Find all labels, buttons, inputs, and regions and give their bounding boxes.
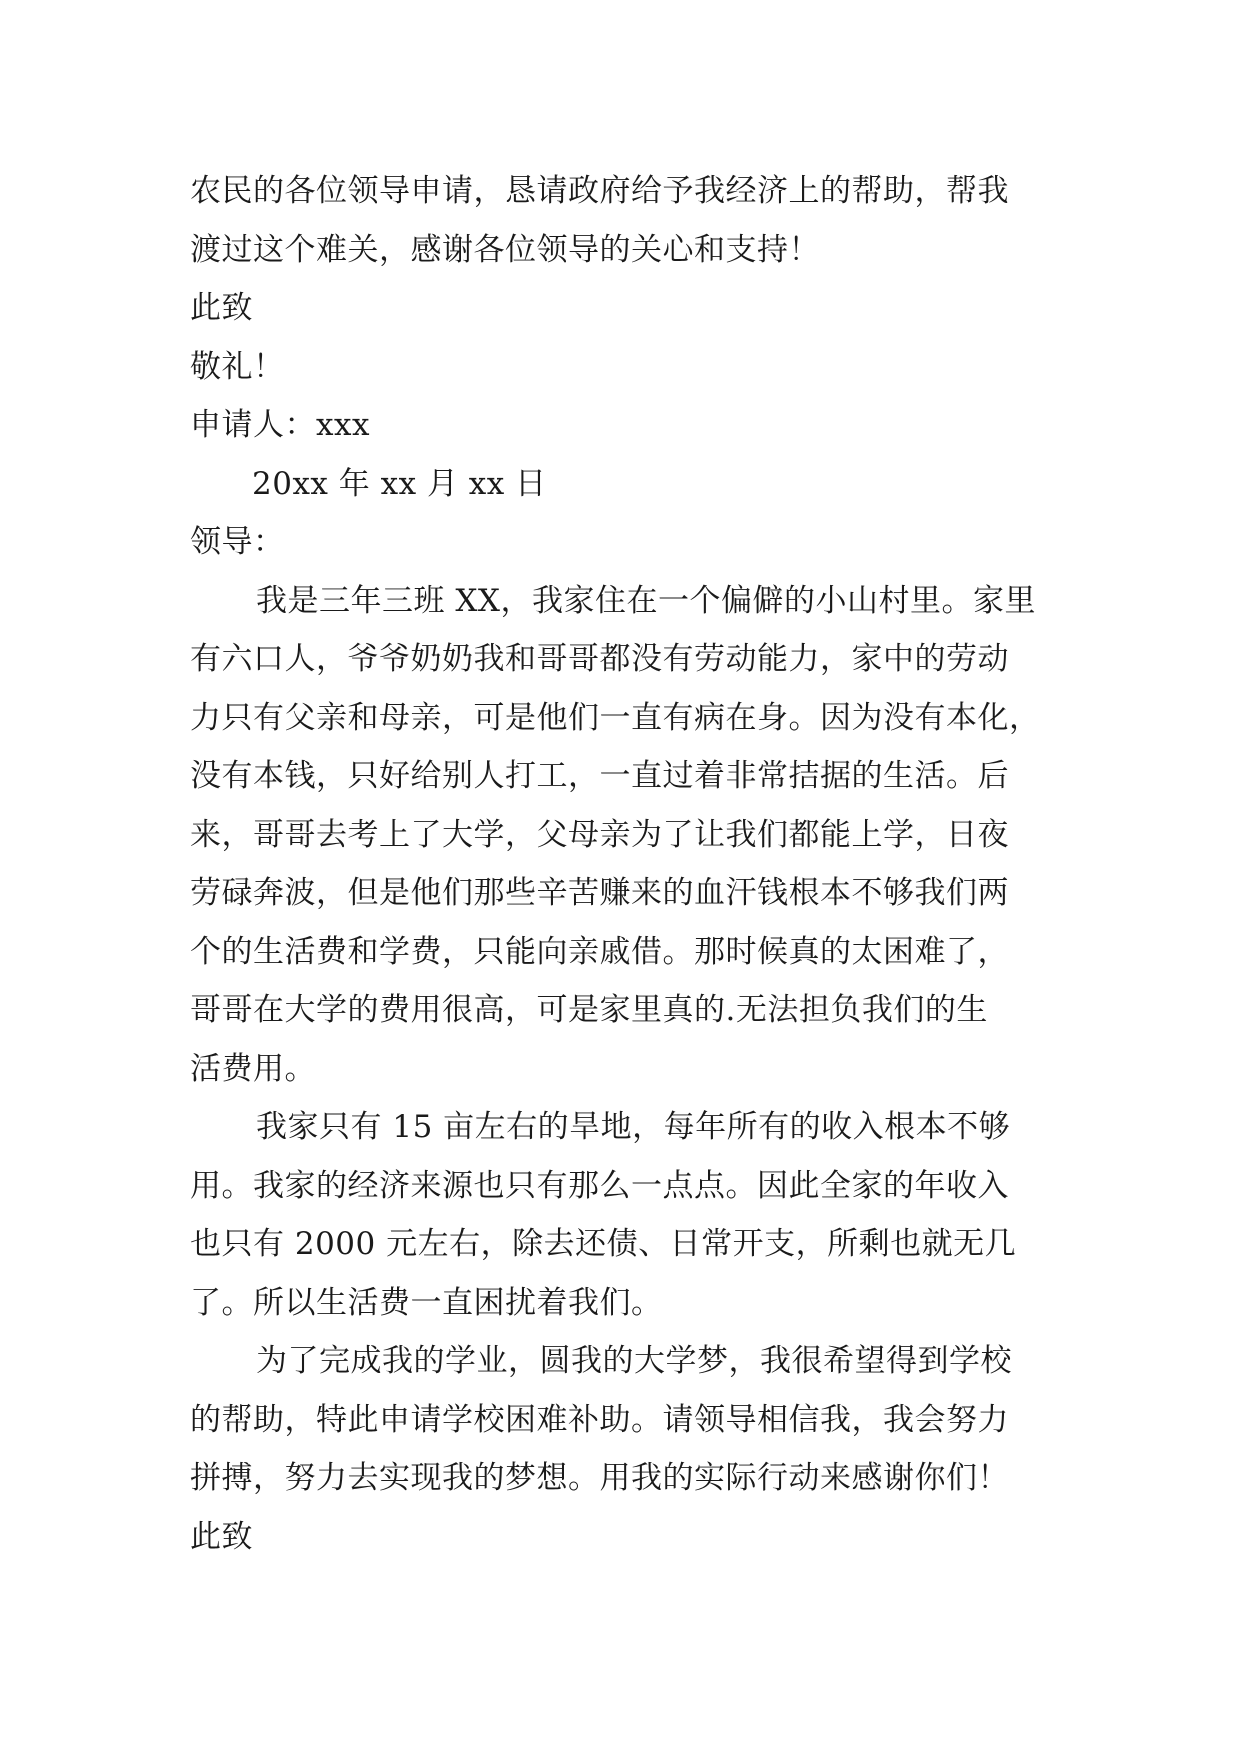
closing-line: 此致 [190,290,253,326]
text-line: 了。所以生活费一直困扰着我们。 [190,1284,663,1321]
text-line: 活费用。 [190,1050,316,1087]
text-line: 哥哥在大学的费用很高，可是家里真的.无法担负我们的生 [190,992,988,1028]
text-line: 劳碌奔波，但是他们那些辛苦赚来的血汗钱根本不够我们两 [190,875,1009,911]
salutation-line: 敬礼！ [190,348,285,385]
text-line: 有六口人，爷爷奶奶我和哥哥都没有劳动能力，家中的劳动 [190,641,1009,677]
text-line: 用。我家的经济来源也只有那么一点点。因此全家的年收入 [190,1167,1009,1204]
text-line: 拼搏，努力去实现我的梦想。用我的实际行动来感谢你们！ [190,1460,1009,1496]
text-line: 个的生活费和学费，只能向亲戚借。那时候真的太困难了， [190,933,1009,970]
date-line: 20xx 年 xx 月 xx 日 [252,465,547,502]
paragraph-first-line: 为了完成我的学业，圆我的大学梦，我很希望得到学校 [256,1343,1012,1379]
text-line: 农民的各位领导申请，恳请政府给予我经济上的帮助，帮我 [190,173,1009,209]
text-line: 的帮助，特此申请学校困难补助。请领导相信我，我会努力 [190,1401,1009,1438]
text-line: 力只有父亲和母亲，可是他们一直有病在身。因为没有本化， [190,699,1041,736]
text-line: 渡过这个难关，感谢各位领导的关心和支持！ [190,231,820,268]
applicant-line: 申请人：xxx [190,407,370,443]
text-line: 也只有 2000 元左右，除去还债、日常开支，所剩也就无几 [190,1226,1017,1262]
closing-line: 此致 [190,1518,253,1555]
text-line: 没有本钱，只好给别人打工，一直过着非常拮据的生活。后 [190,758,1009,794]
paragraph-first-line: 我是三年三班 XX，我家住在一个偏僻的小山村里。家里 [256,582,1036,619]
text-line: 来，哥哥去考上了大学，父母亲为了让我们都能上学，日夜 [190,816,1009,853]
paragraph-first-line: 我家只有 15 亩左右的旱地，每年所有的收入根本不够 [256,1109,1011,1145]
letter-body [190,162,1070,1566]
addressee-line: 领导： [190,524,285,560]
